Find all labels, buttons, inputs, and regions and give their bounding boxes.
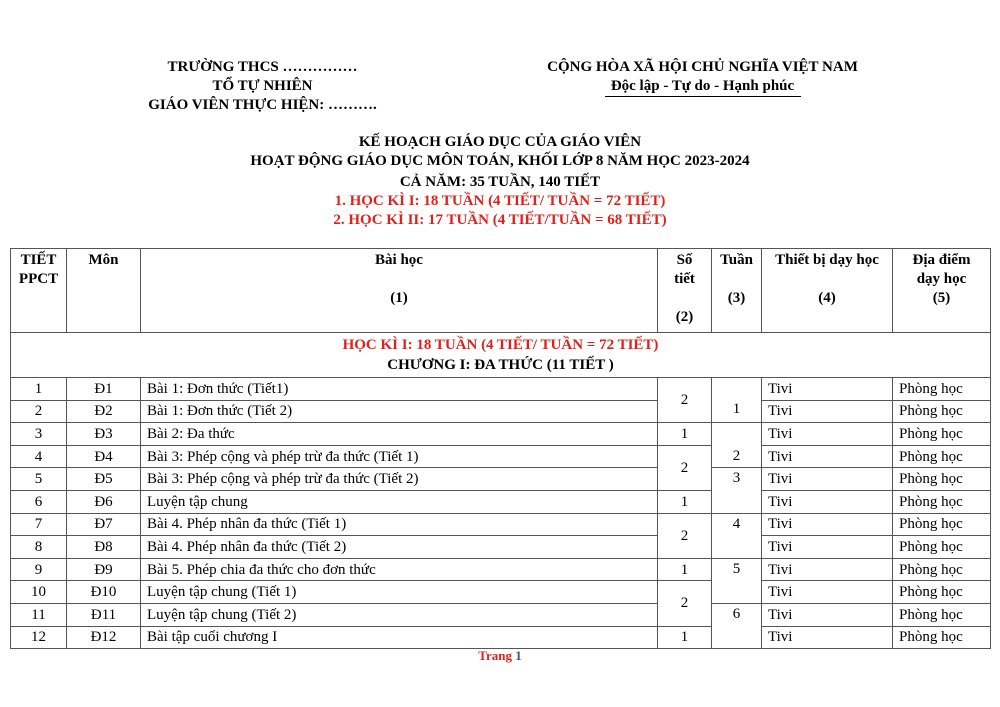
table-row xyxy=(11,626,991,649)
mon-cell: Đ6 xyxy=(67,490,141,513)
mon-cell: Đ2 xyxy=(67,400,141,423)
tiet-cell: 3 xyxy=(11,423,67,446)
tuan-cell: 3 xyxy=(712,468,762,513)
mon-cell: Đ4 xyxy=(67,445,141,468)
mon-cell: Đ12 xyxy=(67,626,141,649)
tuan-cell: 5 xyxy=(712,558,762,603)
so-tiet-cell: 1 xyxy=(658,558,712,581)
equipment-cell: Tivi xyxy=(762,603,893,626)
table-row xyxy=(11,603,991,626)
so-tiet-cell: 2 xyxy=(658,445,712,490)
country-name: CỘNG HÒA XÃ HỘI CHỦ NGHĨA VIỆT NAM xyxy=(547,59,858,75)
lesson-cell: Bài 1: Đơn thức (Tiết1) xyxy=(141,378,658,401)
table-row xyxy=(11,536,991,559)
lesson-cell: Luyện tập chung (Tiết 2) xyxy=(141,603,658,626)
equipment-cell: Tivi xyxy=(762,536,893,559)
table-row xyxy=(11,378,991,401)
mon-cell: Đ9 xyxy=(67,558,141,581)
tiet-cell: 10 xyxy=(11,581,67,604)
page-label: Trang xyxy=(478,648,512,663)
table-row xyxy=(11,400,991,423)
table-row xyxy=(11,445,991,468)
so-tiet-cell: 2 xyxy=(658,581,712,626)
equipment-cell: Tivi xyxy=(762,468,893,491)
equipment-cell: Tivi xyxy=(762,581,893,604)
header-right xyxy=(510,58,895,97)
lesson-cell: Bài 3: Phép cộng và phép trừ đa thức (Tiết 1) xyxy=(141,445,658,468)
table-header-row xyxy=(11,249,991,333)
table-row xyxy=(11,468,991,491)
location-cell: Phòng học xyxy=(893,626,991,649)
school-name: TRƯỜNG THCS …………… xyxy=(167,59,358,75)
location-cell: Phòng học xyxy=(893,581,991,604)
page-number: 1 xyxy=(515,648,522,663)
location-cell: Phòng học xyxy=(893,536,991,559)
tiet-cell: 12 xyxy=(11,626,67,649)
equipment-cell: Tivi xyxy=(762,513,893,536)
header-left xyxy=(130,58,395,115)
mon-cell: Đ7 xyxy=(67,513,141,536)
title-line-2: HOẠT ĐỘNG GIÁO DỤC MÔN TOÁN, KHỐI LỚP 8 NĂM HỌC 2023-2024 xyxy=(250,153,750,169)
col-so-tiet: Số tiết (2) xyxy=(658,249,712,333)
lesson-plan-table xyxy=(10,248,991,649)
tuan-cell: 2 xyxy=(712,423,762,468)
location-cell: Phòng học xyxy=(893,513,991,536)
equipment-cell: Tivi xyxy=(762,378,893,401)
table-row xyxy=(11,558,991,581)
motto: Độc lập - Tự do - Hạnh phúc xyxy=(605,77,801,97)
so-tiet-cell: 1 xyxy=(658,423,712,446)
mon-cell: Đ5 xyxy=(67,468,141,491)
so-tiet-cell: 2 xyxy=(658,378,712,423)
lesson-cell: Bài tập cuối chương I xyxy=(141,626,658,649)
location-cell: Phòng học xyxy=(893,423,991,446)
section-term-title: HỌC KÌ I: 18 TUẦN (4 TIẾT/ TUẦN = 72 TIẾT) xyxy=(342,337,659,353)
col-dia-diem: Địa điểm dạy học (5) xyxy=(893,249,991,333)
location-cell: Phòng học xyxy=(893,378,991,401)
tiet-cell: 8 xyxy=(11,536,67,559)
tiet-cell: 11 xyxy=(11,603,67,626)
chapter-title: CHƯƠNG I: ĐA THỨC (11 TIẾT ) xyxy=(387,357,614,373)
tiet-cell: 6 xyxy=(11,490,67,513)
page-footer xyxy=(0,648,1000,664)
group-name: TỔ TỰ NHIÊN xyxy=(212,78,313,94)
mon-cell: Đ1 xyxy=(67,378,141,401)
mon-cell: Đ11 xyxy=(67,603,141,626)
so-tiet-cell: 1 xyxy=(658,490,712,513)
col-mon: Môn xyxy=(67,249,141,333)
title-block xyxy=(0,133,1000,230)
equipment-cell: Tivi xyxy=(762,400,893,423)
tiet-cell: 7 xyxy=(11,513,67,536)
location-cell: Phòng học xyxy=(893,490,991,513)
tuan-cell: 6 xyxy=(712,603,762,648)
table-row xyxy=(11,581,991,604)
title-line-1: KẾ HOẠCH GIÁO DỤC CỦA GIÁO VIÊN xyxy=(358,134,642,150)
equipment-cell: Tivi xyxy=(762,423,893,446)
mon-cell: Đ8 xyxy=(67,536,141,559)
table-row xyxy=(11,513,991,536)
col-thiet-bi: Thiết bị dạy học (4) xyxy=(762,249,893,333)
col-tuan: Tuần (3) xyxy=(712,249,762,333)
lesson-cell: Bài 3: Phép cộng và phép trừ đa thức (Tiết 2) xyxy=(141,468,658,491)
equipment-cell: Tivi xyxy=(762,490,893,513)
teacher-name: GIÁO VIÊN THỰC HIỆN: ………. xyxy=(148,97,377,113)
mon-cell: Đ10 xyxy=(67,581,141,604)
tiet-cell: 1 xyxy=(11,378,67,401)
lesson-cell: Bài 5. Phép chia đa thức cho đơn thức xyxy=(141,558,658,581)
lesson-cell: Bài 1: Đơn thức (Tiết 2) xyxy=(141,400,658,423)
tiet-cell: 9 xyxy=(11,558,67,581)
term-1-summary: 1. HỌC KÌ I: 18 TUẦN (4 TIẾT/ TUẦN = 72 TIẾT) xyxy=(334,193,666,209)
equipment-cell: Tivi xyxy=(762,445,893,468)
lesson-cell: Bài 4. Phép nhân đa thức (Tiết 1) xyxy=(141,513,658,536)
equipment-cell: Tivi xyxy=(762,626,893,649)
location-cell: Phòng học xyxy=(893,468,991,491)
location-cell: Phòng học xyxy=(893,558,991,581)
tuan-cell: 4 xyxy=(712,513,762,558)
table-row xyxy=(11,423,991,446)
col-bai-hoc: Bài học (1) xyxy=(141,249,658,333)
term-2-summary: 2. HỌC KÌ II: 17 TUẦN (4 TIẾT/TUẦN = 68 TIẾT) xyxy=(333,212,667,228)
so-tiet-cell: 1 xyxy=(658,626,712,649)
section-row xyxy=(11,333,991,378)
location-cell: Phòng học xyxy=(893,445,991,468)
title-line-3: CẢ NĂM: 35 TUẦN, 140 TIẾT xyxy=(399,174,601,190)
lesson-cell: Luyện tập chung xyxy=(141,490,658,513)
so-tiet-cell: 2 xyxy=(658,513,712,558)
location-cell: Phòng học xyxy=(893,603,991,626)
table-row xyxy=(11,490,991,513)
lesson-cell: Luyện tập chung (Tiết 1) xyxy=(141,581,658,604)
lesson-cell: Bài 2: Đa thức xyxy=(141,423,658,446)
tuan-cell: 1 xyxy=(712,378,762,423)
tiet-cell: 2 xyxy=(11,400,67,423)
equipment-cell: Tivi xyxy=(762,558,893,581)
col-tiet-ppct: TIẾT PPCT xyxy=(11,249,67,333)
tiet-cell: 4 xyxy=(11,445,67,468)
tiet-cell: 5 xyxy=(11,468,67,491)
location-cell: Phòng học xyxy=(893,400,991,423)
lesson-cell: Bài 4. Phép nhân đa thức (Tiết 2) xyxy=(141,536,658,559)
mon-cell: Đ3 xyxy=(67,423,141,446)
